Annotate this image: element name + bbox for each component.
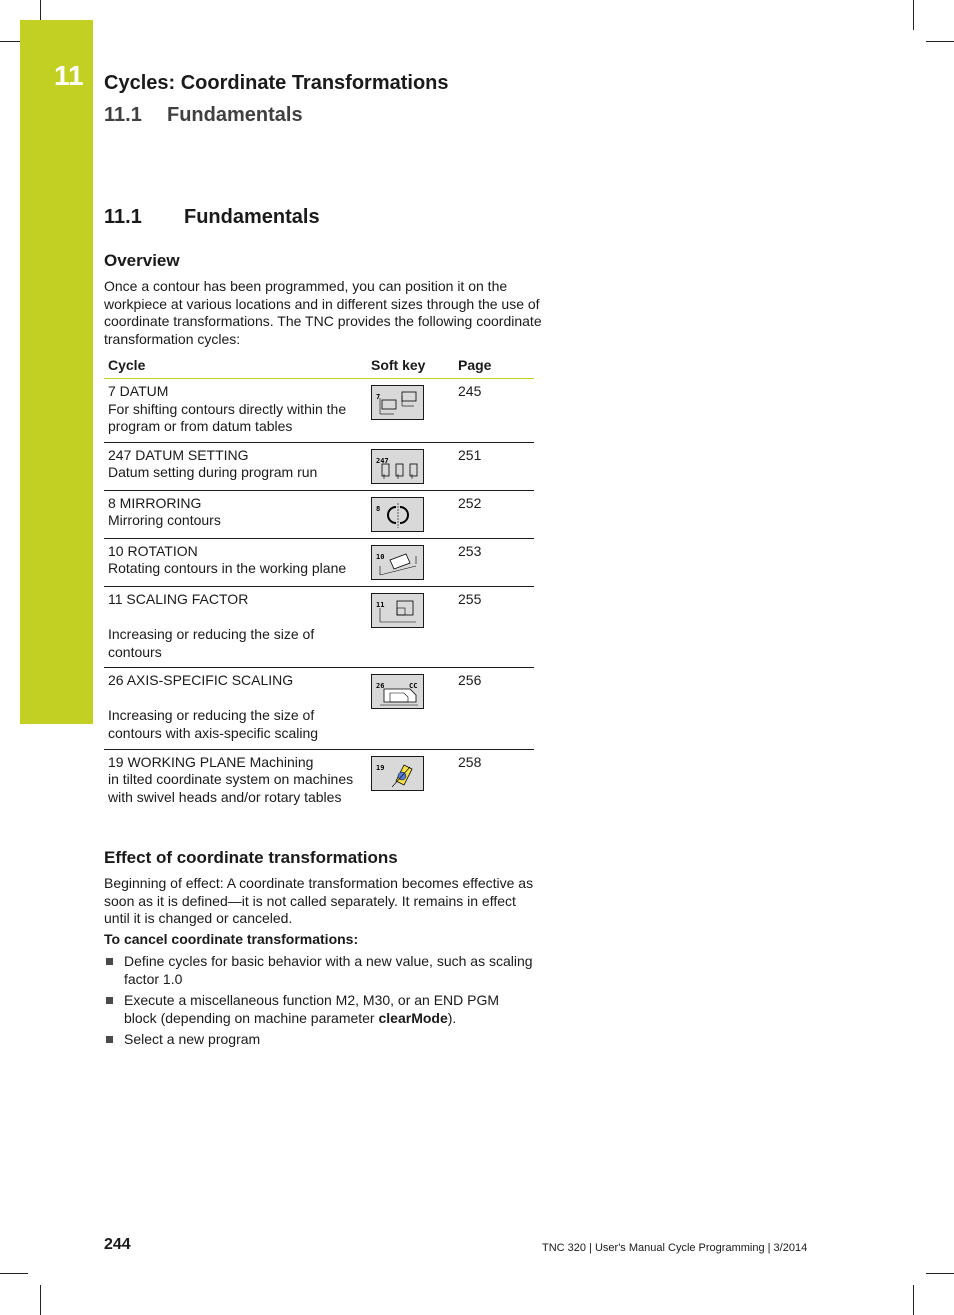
crop-mark [0, 1273, 28, 1274]
softkey-cc-label: CC [409, 682, 418, 691]
cycle-name: 8 MIRRORING [108, 494, 202, 511]
softkey-label: 19 [376, 763, 385, 772]
cycle-name: 247 DATUM SETTING [108, 446, 249, 463]
machine-parameter: clearMode [378, 1009, 448, 1026]
crop-mark [40, 1285, 41, 1315]
soft-key-cell [367, 586, 454, 667]
running-head-chapter: Cycles: Coordinate Transformations [104, 72, 449, 94]
header-page: Page [454, 352, 534, 379]
page-cell: 253 [454, 538, 534, 586]
page-cell: 251 [454, 442, 534, 490]
section-heading-title: Fundamentals [184, 206, 320, 228]
cycle-cell [104, 749, 367, 812]
datum-setting-icon [372, 450, 423, 483]
crop-mark [913, 1285, 914, 1315]
soft-key-cell [367, 379, 454, 443]
soft-key-cell [367, 668, 454, 749]
chapter-tab [20, 20, 93, 724]
working-plane-softkey[interactable] [371, 756, 424, 791]
cycles-table [104, 352, 534, 812]
scaling-factor-softkey[interactable] [371, 593, 424, 628]
running-head-section-number: 11.1 [104, 104, 142, 126]
softkey-label: 8 [376, 504, 381, 513]
cycle-cell [104, 379, 367, 443]
list-item [104, 953, 534, 988]
softkey-label: 11 [376, 600, 385, 609]
cycle-cell [104, 442, 367, 490]
running-head-section [104, 104, 303, 127]
scaling-icon [372, 594, 423, 627]
cycle-description: Mirroring contours [108, 512, 221, 529]
softkey-label: 7 [376, 393, 381, 401]
soft-key-cell [367, 749, 454, 812]
bullet-icon [106, 997, 113, 1004]
crop-mark [40, 0, 41, 20]
overview-heading: Overview [104, 251, 180, 270]
bullet-icon [106, 958, 113, 965]
page-cell: 255 [454, 586, 534, 667]
running-head-section-title: Fundamentals [167, 104, 303, 126]
crop-mark [926, 1273, 954, 1274]
cycle-cell [104, 490, 367, 538]
rotation-icon [372, 546, 423, 579]
effect-heading: Effect of coordinate transformations [104, 848, 398, 867]
mirror-icon [372, 498, 423, 531]
cycle-description: in tilted coordinate system on machines with swivel heads and/or rotary tables [108, 771, 354, 805]
cycle-name: 7 DATUM [108, 383, 169, 399]
axis-scaling-icon [372, 675, 423, 708]
crop-mark [0, 41, 20, 42]
crop-mark [913, 0, 914, 30]
cancel-label: To cancel coordinate transformations: [104, 931, 359, 947]
header-soft-key: Soft key [367, 352, 454, 379]
table-row [104, 586, 534, 667]
table-row [104, 490, 534, 538]
datum-shift-icon [372, 386, 423, 419]
footer-text: TNC 320 | User's Manual Cycle Programming | 3/2014 [542, 1242, 808, 1254]
crop-mark [926, 41, 954, 42]
cycle-description: Rotating contours in the working plane [108, 560, 347, 577]
cycle-cell [104, 586, 367, 667]
section-heading-number: 11.1 [104, 206, 142, 228]
datum-softkey[interactable] [371, 385, 424, 420]
list-item-text: Define cycles for basic behavior with a new value, such as scaling factor 1.0 [124, 953, 533, 987]
cycle-name: 19 WORKING PLANE Machining [108, 753, 314, 770]
table-row [104, 379, 534, 443]
soft-key-cell [367, 442, 454, 490]
soft-key-cell [367, 538, 454, 586]
page-cell: 245 [454, 379, 534, 443]
tilted-plane-icon [372, 757, 423, 790]
bullet-icon [106, 1036, 113, 1043]
cycle-name: 10 ROTATION [108, 542, 198, 559]
cycle-name: 26 AXIS-SPECIFIC SCALING [108, 672, 294, 689]
softkey-label: 247 [376, 456, 389, 465]
chapter-number: 11 [54, 60, 84, 91]
table-row [104, 538, 534, 586]
softkey-label: 10 [376, 552, 385, 561]
section-heading [104, 206, 320, 229]
cycle-name: 11 SCALING FACTOR [108, 590, 249, 607]
list-item-text: Execute a miscellaneous function M2, M30, or an END PGM block (depending on machine parameter [124, 992, 500, 1026]
cycle-description: Increasing or reducing the size of contours with axis-specific scaling [108, 707, 319, 741]
mirroring-softkey[interactable] [371, 497, 424, 532]
list-item [104, 992, 534, 1027]
soft-key-cell [367, 490, 454, 538]
cycle-description: For shifting contours directly within the program or from datum tables [108, 400, 347, 435]
table-row [104, 442, 534, 490]
overview-text: Once a contour has been programmed, you can position it on the workpiece at various locations and in different sizes through the use of coordinate transformations. The TNC provides the following coordinate transformation cycles: [104, 278, 542, 347]
cancel-list [104, 953, 534, 1053]
cycle-description: Increasing or reducing the size of contours [108, 625, 315, 660]
table-header-row [104, 352, 534, 379]
effect-text: Beginning of effect: A coordinate transformation becomes effective as soon as it is defined—it is not called separately. It remains in effect until it is changed or canceled. [104, 875, 534, 927]
rotation-softkey[interactable] [371, 545, 424, 580]
axis-specific-scaling-softkey[interactable] [371, 674, 424, 709]
softkey-label: 26 [376, 682, 385, 691]
list-item [104, 1031, 534, 1049]
page-cell: 252 [454, 490, 534, 538]
table-row [104, 668, 534, 749]
cycle-cell [104, 668, 367, 749]
list-item-text-end: ). [447, 1009, 457, 1026]
cycle-description: Datum setting during program run [108, 464, 318, 481]
header-cycle: Cycle [104, 352, 367, 379]
table-row [104, 749, 534, 812]
page-number: 244 [104, 1236, 131, 1253]
cycle-cell [104, 538, 367, 586]
list-item-text: Select a new program [124, 1031, 261, 1048]
page-cell: 258 [458, 753, 482, 770]
page-cell: 256 [454, 668, 534, 749]
datum-setting-softkey[interactable] [371, 449, 424, 484]
